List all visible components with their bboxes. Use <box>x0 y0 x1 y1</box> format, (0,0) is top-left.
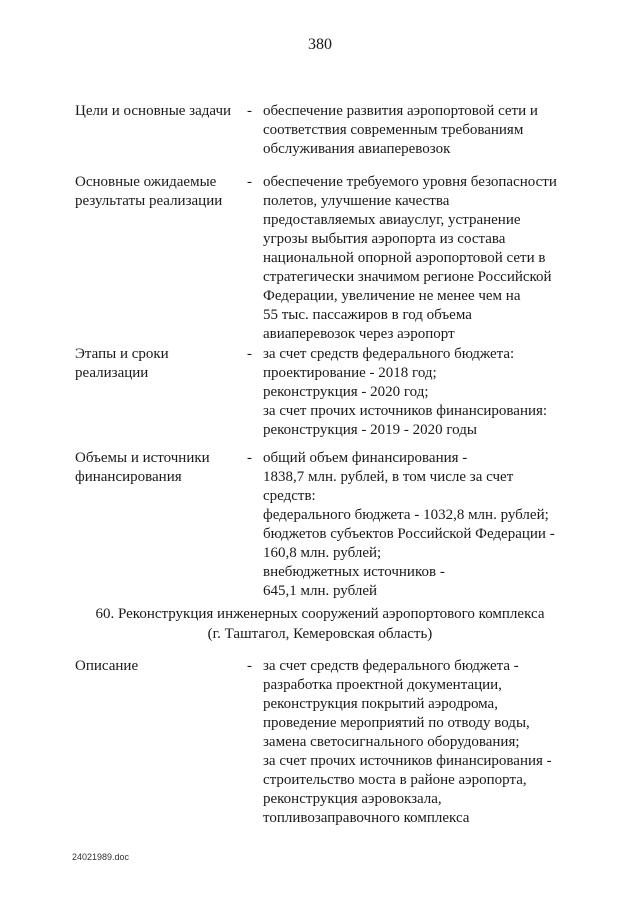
row-dash: - <box>247 658 252 674</box>
value-line: национальной опорной аэропортовой сети в <box>263 250 546 266</box>
section-heading-line: (г. Таштагол, Кемеровская область) <box>207 626 433 642</box>
row-label: Описание <box>75 658 139 674</box>
value-line: за счет средств федерального бюджета: <box>263 346 515 362</box>
value-line: реконструкция покрытий аэродрома, <box>263 696 498 712</box>
row-value <box>263 173 588 344</box>
section-heading-line: 60. Реконструкция инженерных сооружений аэропортового комплекса <box>95 606 545 622</box>
value-line: проведение мероприятий по отводу воды, <box>263 715 530 731</box>
value-line: федерального бюджета - 1032,8 млн. рублей; <box>263 507 549 523</box>
row-dash: - <box>247 174 252 190</box>
section-heading <box>0 604 640 644</box>
row-dash: - <box>247 450 252 466</box>
value-line: обслуживания авиаперевозок <box>263 141 451 157</box>
value-line: соответствия современным требованиям <box>263 122 524 138</box>
value-line: обеспечение развития аэропортовой сети и <box>263 103 538 119</box>
value-line: Федерации, увеличение не менее чем на <box>263 288 521 304</box>
row-value <box>263 102 588 159</box>
row-value <box>263 345 588 440</box>
value-line: за счет средств федерального бюджета - <box>263 658 519 674</box>
row-value <box>263 657 588 828</box>
value-line: 55 тыс. пассажиров в год объема <box>263 307 472 323</box>
value-line: стратегически значимом регионе Российской <box>263 269 552 285</box>
value-line: реконструкция аэровокзала, <box>263 791 442 807</box>
value-line: разработка проектной документации, <box>263 677 502 693</box>
row-label: Этапы и сроки реализации <box>75 346 169 381</box>
value-line: средств: <box>263 488 316 504</box>
row-dash: - <box>247 346 252 362</box>
row-value <box>263 449 588 601</box>
value-line: проектирование - 2018 год; <box>263 365 437 381</box>
value-line: авиаперевозок через аэропорт <box>263 326 455 342</box>
value-line: строительство моста в районе аэропорта, <box>263 772 527 788</box>
row-dash: - <box>247 103 252 119</box>
value-line: предоставляемых авиауслуг, устранение <box>263 212 521 228</box>
row-label: Цели и основные задачи <box>75 103 232 119</box>
value-line: полетов, улучшение качества <box>263 193 450 209</box>
row-label: Основные ожидаемые результаты реализации <box>75 174 223 209</box>
value-line: 645,1 млн. рублей <box>263 583 378 599</box>
value-line: реконструкция - 2019 - 2020 годы <box>263 422 477 438</box>
value-line: обеспечение требуемого уровня безопасности <box>263 174 557 190</box>
value-line: 160,8 млн. рублей; <box>263 545 382 561</box>
value-line: реконструкция - 2020 год; <box>263 384 429 400</box>
footer-filename: 24021989.doc <box>72 852 130 862</box>
row-label: Объемы и источники финансирования <box>75 450 210 485</box>
value-line: 1838,7 млн. рублей, в том числе за счет <box>263 469 514 485</box>
value-line: за счет прочих источников финансирования: <box>263 403 548 419</box>
value-line: за счет прочих источников финансирования - <box>263 753 552 769</box>
value-line: замена светосигнального оборудования; <box>263 734 520 750</box>
value-line: бюджетов субъектов Российской Федерации - <box>263 526 555 542</box>
value-line: внебюджетных источников - <box>263 564 445 580</box>
value-line: общий объем финансирования - <box>263 450 468 466</box>
value-line: угрозы выбытия аэропорта из состава <box>263 231 506 247</box>
value-line: топливозаправочного комплекса <box>263 810 470 826</box>
page-number: 380 <box>308 36 332 53</box>
